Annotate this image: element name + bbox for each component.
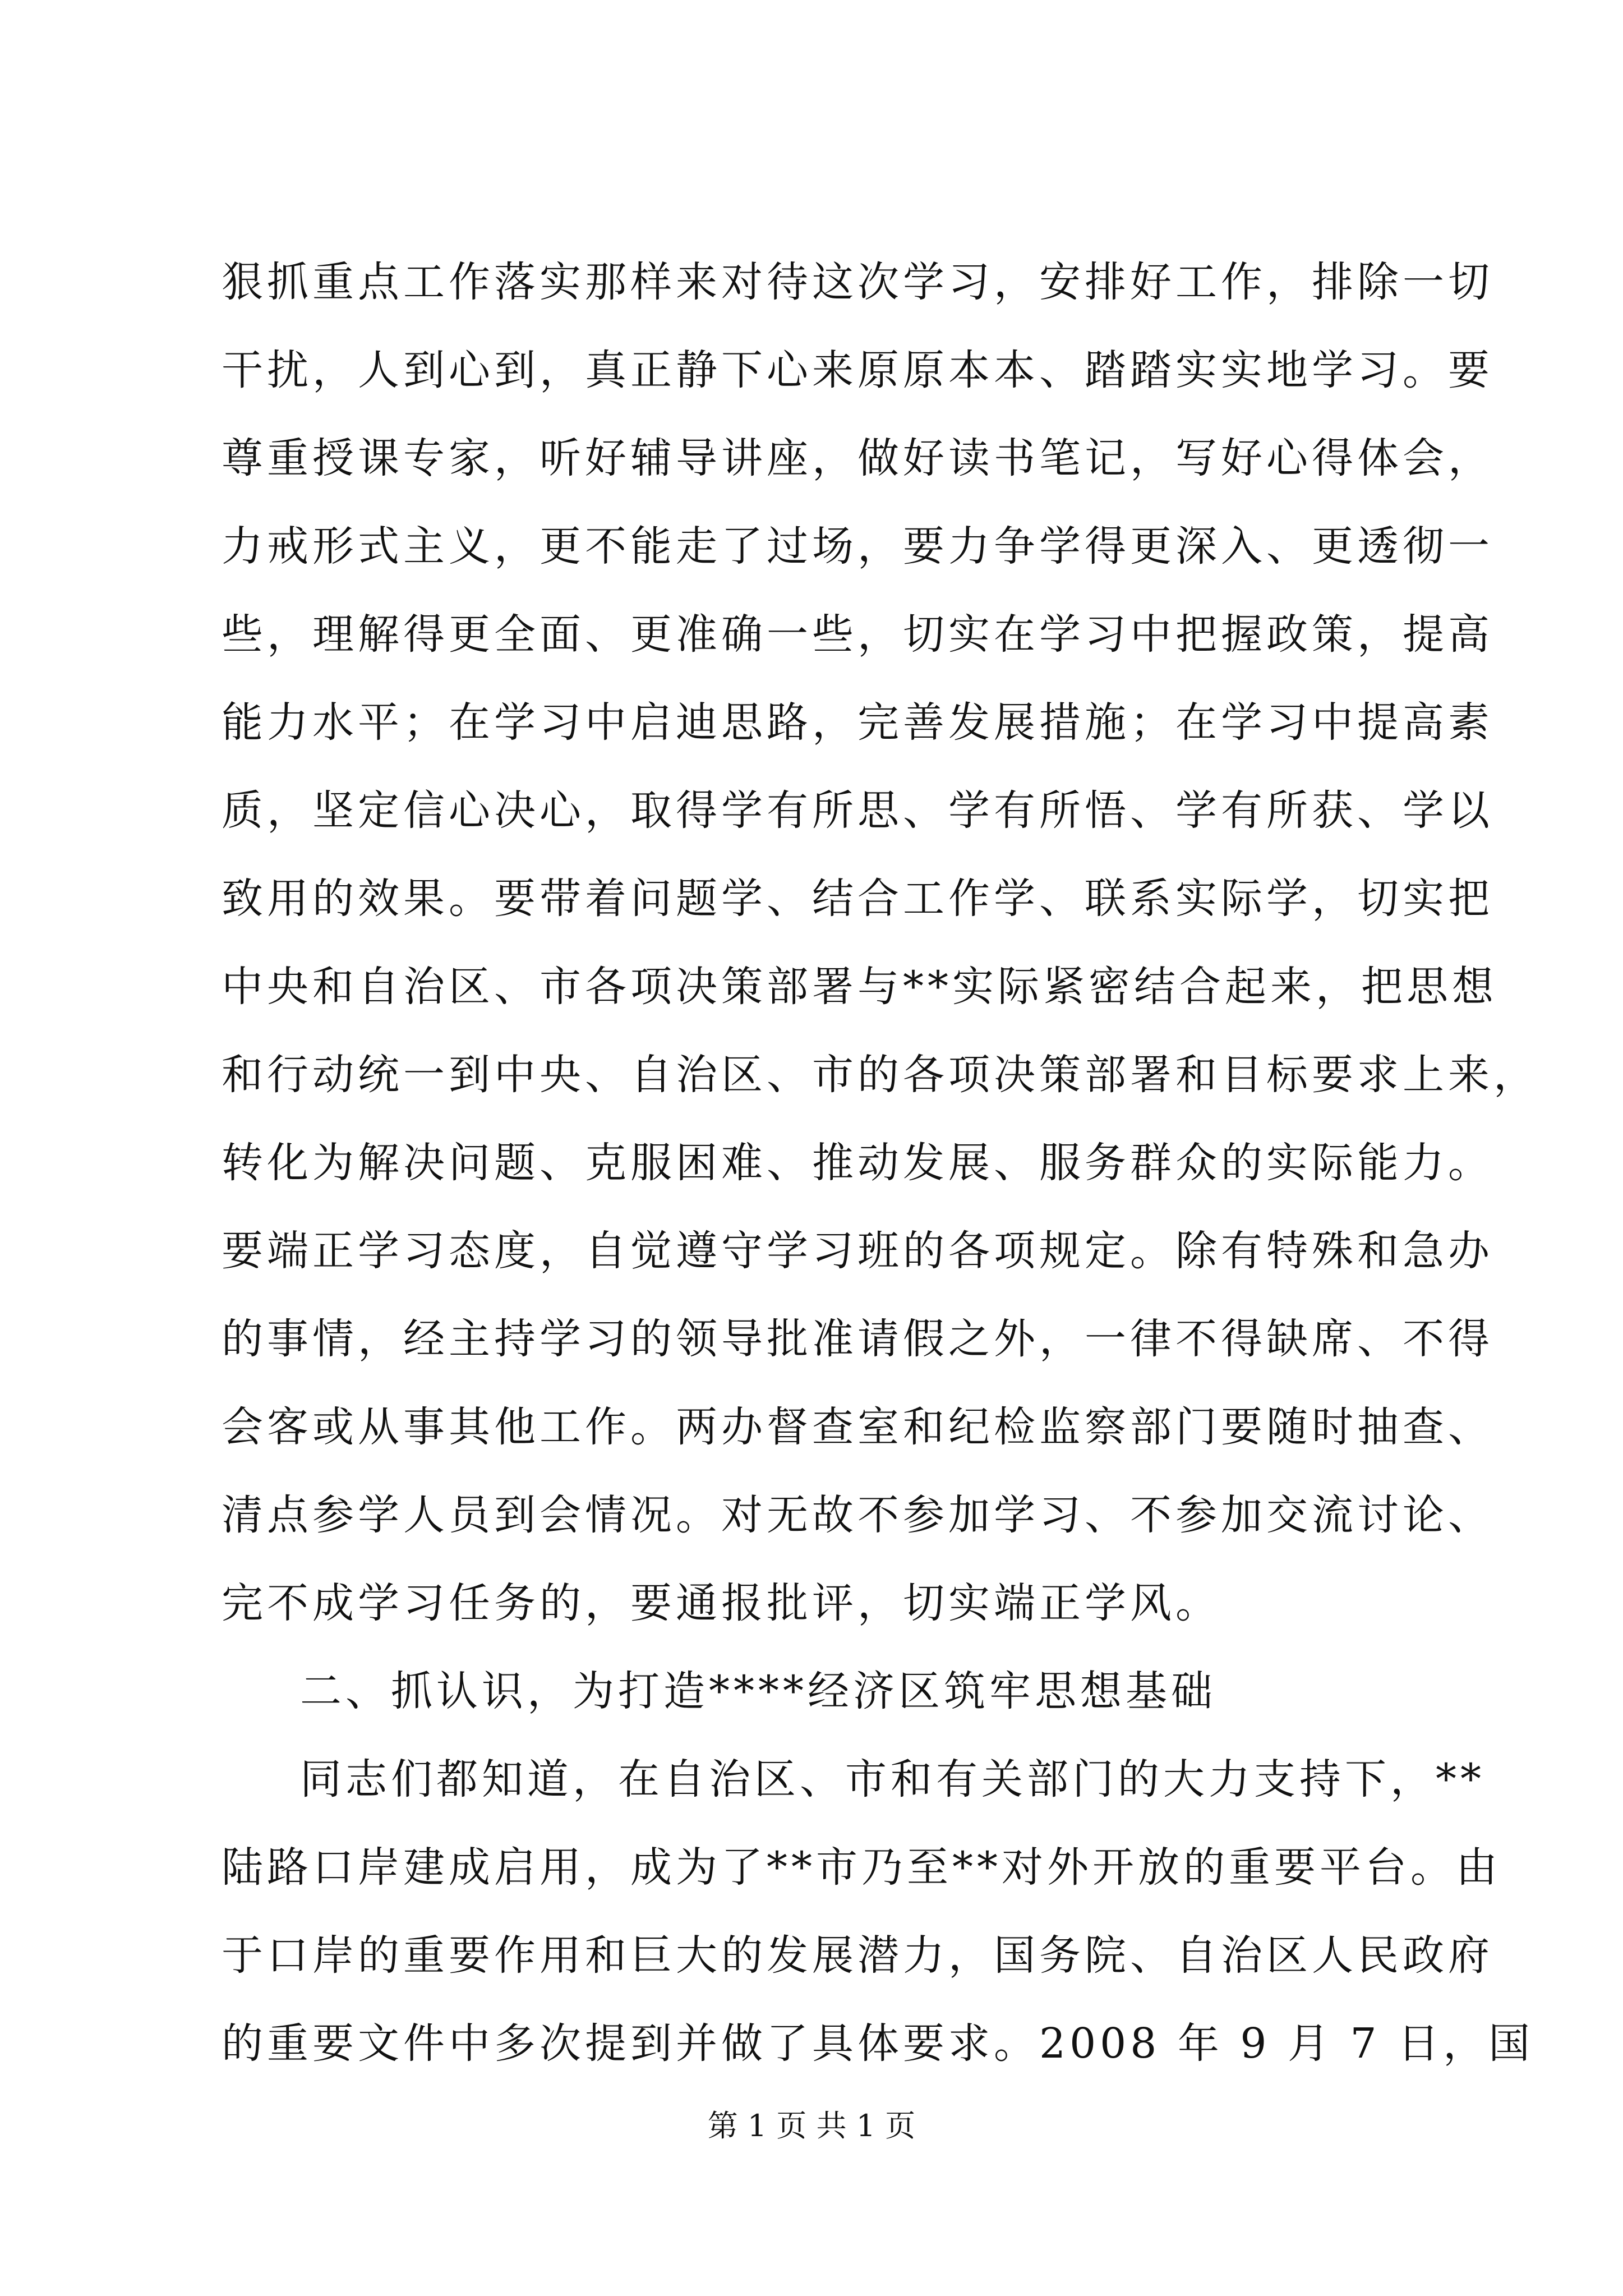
body-text bbox=[222, 238, 1539, 2088]
text-line: 中央和自治区、市各项决策部署与**实际紧密结合起来，把思想 bbox=[222, 963, 1497, 1011]
text-line: 质，坚定信心决心，取得学有所思、学有所悟、学有所获、学以 bbox=[222, 786, 1493, 835]
text-line: 能力水平；在学习中启迪思路，完善发展措施；在学习中提高素 bbox=[222, 698, 1493, 747]
section-heading: 二、抓认识，为打造****经济区筑牢思想基础 bbox=[300, 1667, 1216, 1715]
paragraph-first-line: 同志们都知道，在自治区、市和有关部门的大力支持下，** bbox=[300, 1755, 1485, 1803]
text-line: 转化为解决问题、克服困难、推动发展、服务群众的实际能力。 bbox=[222, 1139, 1493, 1187]
page-footer: 第 1 页 共 1 页 bbox=[707, 2108, 916, 2143]
text-line: 尊重授课专家，听好辅导讲座，做好读书笔记，写好心得体会， bbox=[222, 434, 1493, 482]
text-line: 干扰，人到心到，真正静下心来原原本本、踏踏实实地学习。要 bbox=[222, 346, 1493, 394]
text-line: 狠抓重点工作落实那样来对待这次学习，安排好工作，排除一切 bbox=[222, 258, 1493, 306]
text-line: 清点参学人员到会情况。对无故不参加学习、不参加交流讨论、 bbox=[222, 1491, 1493, 1539]
text-line: 致用的效果。要带着问题学、结合工作学、联系实际学，切实把 bbox=[222, 875, 1493, 923]
text-line: 会客或从事其他工作。两办督查室和纪检监察部门要随时抽查、 bbox=[222, 1403, 1493, 1451]
text-line: 些，理解得更全面、更准确一些，切实在学习中把握政策，提高 bbox=[222, 610, 1493, 659]
text-line: 陆路口岸建成启用，成为了**市乃至**对外开放的重要平台。由 bbox=[222, 1843, 1501, 1892]
text-line: 要端正学习态度，自觉遵守学习班的各项规定。除有特殊和急办 bbox=[222, 1227, 1493, 1275]
text-line: 于口岸的重要作用和巨大的发展潜力，国务院、自治区人民政府 bbox=[222, 1931, 1493, 1980]
text-line: 和行动统一到中央、自治区、市的各项决策部署和目标要求上来， bbox=[222, 1051, 1539, 1099]
text-line: 的重要文件中多次提到并做了具体要求。2008 年 9 月 7 日，国 bbox=[222, 2019, 1534, 2068]
text-line: 完不成学习任务的，要通报批评，切实端正学风。 bbox=[222, 1579, 1221, 1627]
text-line: 的事情，经主持学习的领导批准请假之外，一律不得缺席、不得 bbox=[222, 1315, 1493, 1363]
text-line: 力戒形式主义，更不能走了过场，要力争学得更深入、更透彻一 bbox=[222, 522, 1493, 570]
